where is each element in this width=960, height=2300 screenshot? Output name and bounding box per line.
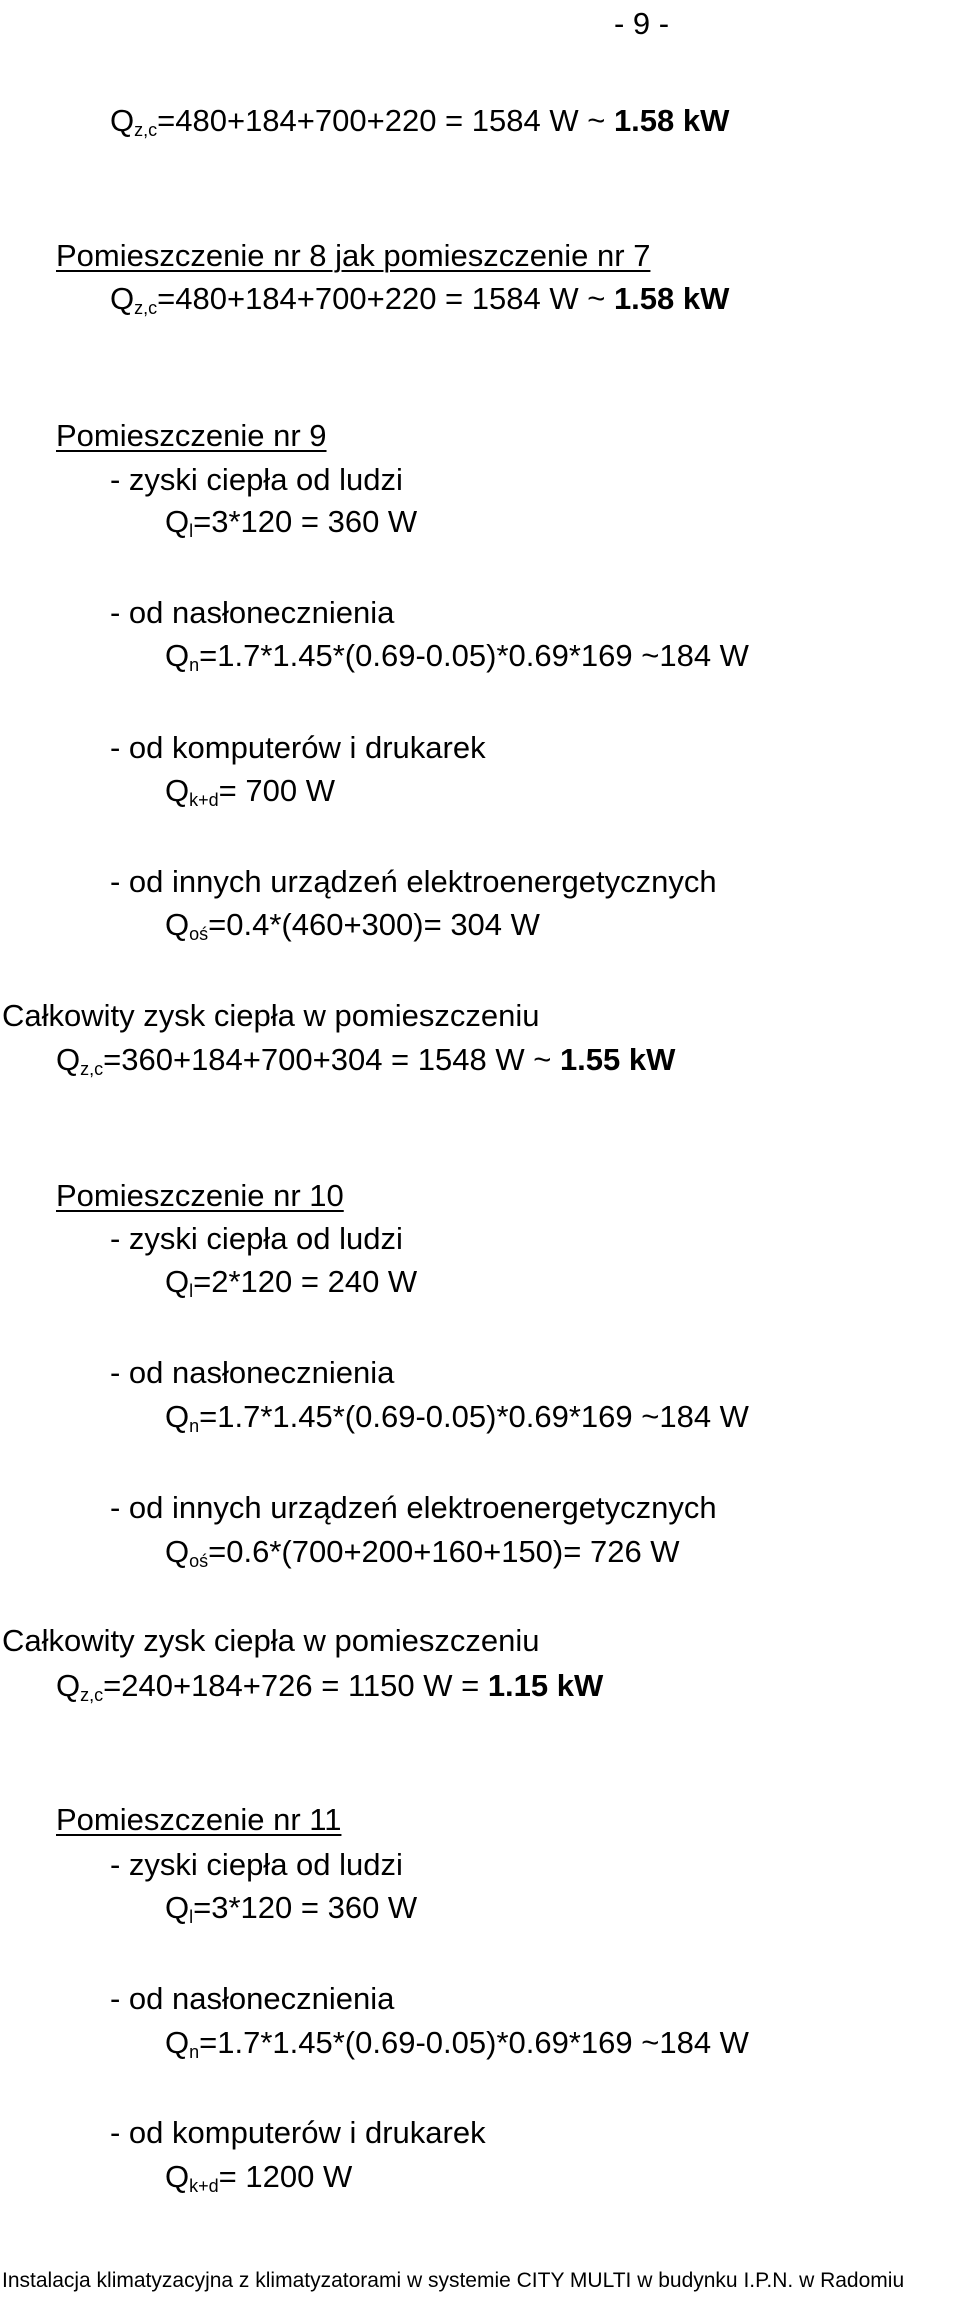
formula-qkd-room9: $Q_{k+d}= 700$ W bbox=[165, 773, 335, 810]
total-gain-label: Całkowity zysk ciepła w pomieszczeniu bbox=[2, 1623, 540, 1658]
formula-ql-room10: $Q_l=2*120 = 240$ W bbox=[165, 1264, 418, 1301]
solar-gains-label: - od nasłonecznienia bbox=[110, 1981, 395, 2016]
people-gains-label: - zyski ciepła od ludzi bbox=[110, 1221, 403, 1256]
solar-gains-label: - od nasłonecznienia bbox=[110, 1355, 395, 1390]
formula-ql-room11: $Q_l=3*120 = 360$ W bbox=[165, 1890, 418, 1927]
people-gains-label: - zyski ciepła od ludzi bbox=[110, 462, 403, 497]
room-9-heading: Pomieszczenie nr 9 bbox=[56, 418, 327, 453]
formula-qn-room9: $Q_n=1.7*1.45*(0.69-0.05)*0.69*169$ ~184 W bbox=[165, 638, 749, 675]
formula-qzc-room10: $Q_{z,c}=240+184+726 = 1150$ W = 1.15 kW bbox=[56, 1668, 604, 1705]
computer-gains-label: - od komputerów i drukarek bbox=[110, 730, 486, 765]
other-devices-label: - od innych urządzeń elektroenergetycznych bbox=[110, 864, 717, 899]
room-11-heading: Pomieszczenie nr 11 bbox=[56, 1802, 342, 1837]
formula-qos-room9: $Q_{oś}=0.4*(460+300)= 304$ W bbox=[165, 907, 540, 944]
solar-gains-label: - od nasłonecznienia bbox=[110, 595, 395, 630]
total-gain-label: Całkowity zysk ciepła w pomieszczeniu bbox=[2, 998, 540, 1033]
formula-qzc-room8: $Q_{z,c}=480+184+700+220 = 1584$ W ~ 1.58 kW bbox=[110, 281, 730, 318]
other-devices-label: - od innych urządzeń elektroenergetycznych bbox=[110, 1490, 717, 1525]
page-number: - 9 - bbox=[614, 6, 670, 41]
room-8-heading: Pomieszczenie nr 8 jak pomieszczenie nr 7 bbox=[56, 238, 651, 273]
formula-qn-room10: $Q_n=1.7*1.45*(0.69-0.05)*0.69*169$ ~184 W bbox=[165, 1399, 749, 1436]
formula-ql-room9: $Q_l=3*120 = 360$ W bbox=[165, 504, 418, 541]
computer-gains-label: - od komputerów i drukarek bbox=[110, 2115, 486, 2150]
formula-qzc-room9: $Q_{z,c}=360+184+700+304 = 1548$ W ~ 1.55 kW bbox=[56, 1042, 676, 1079]
formula-qzc-room7: $Q_{z,c}=480+184+700+220 = 1584$ W ~ 1.58 kW bbox=[110, 103, 730, 140]
people-gains-label: - zyski ciepła od ludzi bbox=[110, 1847, 403, 1882]
formula-qn-room11: $Q_n=1.7*1.45*(0.69-0.05)*0.69*169$ ~184 W bbox=[165, 2025, 749, 2062]
room-10-heading: Pomieszczenie nr 10 bbox=[56, 1178, 344, 1213]
page-footer: Instalacja klimatyzacyjna z klimatyzatorami w systemie CITY MULTI w budynku I.P.N. w Radomiu bbox=[2, 2269, 905, 2292]
formula-qos-room10: $Q_{oś}=0.6*(700+200+160+150)= 726$ W bbox=[165, 1534, 680, 1571]
formula-qkd-room11: $Q_{k+d}= 1200$ W bbox=[165, 2159, 353, 2196]
